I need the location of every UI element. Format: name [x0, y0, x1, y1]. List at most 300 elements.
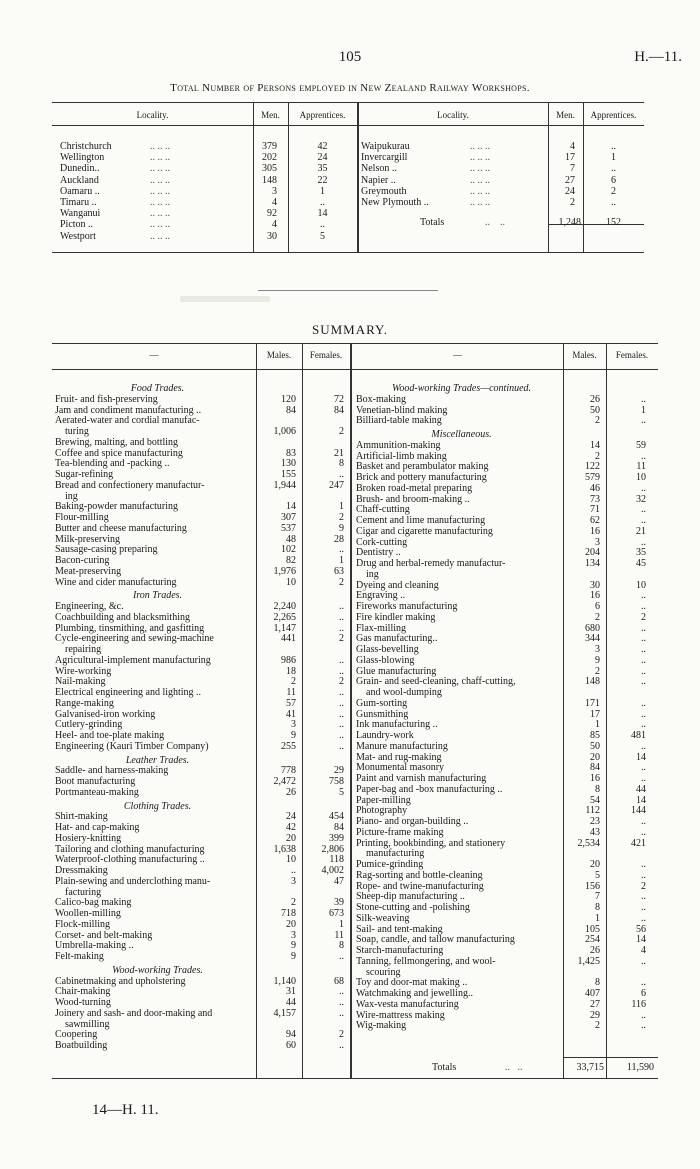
males-count: 85	[590, 730, 600, 741]
males-count: 2,240	[273, 601, 296, 612]
section-heading: Miscellaneous.	[431, 429, 492, 440]
trade-label: sawmilling	[65, 1018, 110, 1030]
males-count: 54	[590, 794, 600, 806]
dot-leader: .. .. ..	[470, 152, 490, 164]
males-count: 1	[595, 719, 600, 731]
males-count: 1,425	[577, 955, 600, 967]
females-count: 454	[329, 811, 344, 823]
summary-header-blank-right: —	[453, 350, 462, 360]
trade-label: Baking-powder manufacturing	[55, 501, 179, 513]
males-count: 23	[590, 816, 600, 827]
section-heading: Food Trades.	[130, 383, 185, 394]
males-count: 20	[286, 918, 296, 930]
page-number: 105	[338, 49, 362, 65]
males-count: 46	[590, 482, 600, 494]
trade-label: Stone-cutting and -polishing	[356, 902, 470, 913]
workshops-divider-mid	[357, 102, 359, 252]
trade-label: Piano- and organ-building ..	[356, 816, 469, 827]
males-count: 44	[286, 997, 296, 1008]
females-count: ..	[339, 544, 344, 556]
trade-label: Wax-vesta manufacturing	[356, 998, 459, 1010]
trade-label: Electrical engineering and lighting ..	[55, 687, 202, 698]
males-count: 2	[595, 415, 600, 427]
workshops-totals-label: Totals	[420, 217, 445, 228]
males-count: 84	[286, 404, 296, 416]
males-count: 50	[590, 404, 600, 416]
trade-label: Milk-preserving	[55, 533, 120, 545]
trade-label: Aerated-water and cordial manufac-	[55, 415, 200, 427]
section-heading: Iron Trades.	[132, 590, 183, 602]
females-count: 2	[339, 1029, 344, 1041]
males-count: 1,976	[273, 565, 296, 577]
trade-label: Basket and perambulator making	[356, 461, 489, 473]
females-count: 11	[334, 929, 344, 941]
trade-label: Rag-sorting and bottle-cleaning	[356, 869, 483, 881]
workshop-apprentices: ..	[611, 163, 616, 175]
males-count: 130	[281, 458, 296, 470]
trade-label: Calico-bag making	[55, 897, 132, 909]
males-count: 3	[291, 929, 296, 941]
trade-label: ing	[366, 568, 379, 580]
document-reference: H.—11.	[634, 49, 682, 65]
females-count: ..	[641, 536, 646, 548]
workshops-header-men-right: Men.	[556, 110, 575, 120]
trade-label: Glue manufacturing	[356, 665, 437, 677]
females-count: ..	[641, 515, 646, 526]
males-count: 8	[595, 977, 600, 989]
workshop-men: 27	[565, 174, 575, 186]
males-count: 254	[585, 934, 600, 946]
summary-header-blank-left: —	[149, 350, 159, 360]
trade-label: Flock-milling	[55, 918, 110, 930]
females-count: 29	[334, 765, 344, 777]
females-count: ..	[339, 687, 344, 698]
males-count: 48	[286, 533, 296, 545]
trade-label: ing	[65, 490, 78, 502]
workshop-men: 3	[272, 185, 277, 197]
males-count: 6	[595, 601, 600, 612]
dot-leader: .. .. ..	[150, 197, 170, 208]
males-count: 1,140	[273, 975, 296, 987]
males-count: 2,534	[577, 837, 600, 849]
males-count: 24	[286, 811, 296, 823]
trade-label: Tanning, fellmongering, and wool-	[356, 955, 496, 967]
females-count: 14	[636, 934, 646, 946]
males-count: 9	[291, 940, 296, 952]
males-count: 10	[286, 576, 296, 588]
females-count: ..	[641, 482, 646, 494]
totals-leader: .. ..	[485, 217, 505, 228]
summary-header-males-left: Males.	[266, 350, 292, 360]
females-count: 11	[636, 461, 646, 473]
males-count: 50	[590, 740, 600, 752]
males-count: 8	[595, 902, 600, 913]
females-count: 1	[339, 501, 344, 513]
trade-label: Printing, bookbinding, and stationery	[356, 837, 506, 849]
section-heading: Wood-working Trades—continued.	[391, 383, 532, 394]
workshops-header-locality-left: Locality.	[136, 110, 169, 120]
workshop-apprentices: ..	[320, 197, 325, 208]
workshop-men: 30	[267, 230, 277, 242]
females-count: 56	[636, 923, 646, 935]
males-count: 105	[585, 923, 600, 935]
workshop-apprentices: 1	[611, 152, 616, 164]
males-count: 62	[590, 515, 600, 526]
females-count: ..	[339, 730, 344, 741]
females-count: ..	[641, 816, 646, 827]
trade-label: Chaff-cutting	[356, 504, 410, 516]
summary-header-females-right: Females.	[615, 350, 649, 360]
males-count: 26	[590, 945, 600, 956]
males-count: 31	[286, 986, 296, 998]
females-count: ..	[641, 633, 646, 645]
workshop-apprentices: 1	[320, 185, 325, 197]
males-count: 3	[291, 719, 296, 731]
females-count: 63	[334, 565, 344, 577]
dot-leader: .. .. ..	[150, 219, 170, 231]
females-count: ..	[641, 654, 646, 666]
males-count: 29	[590, 1009, 600, 1021]
workshops-header-men-left: Men.	[261, 110, 280, 120]
trade-label: and wool-dumping	[366, 687, 442, 698]
trade-label: Cabinetmaking and upholstering	[55, 975, 186, 987]
trade-label: Flour-milling	[55, 512, 109, 523]
workshops-header-locality-right: Locality.	[437, 110, 469, 120]
males-count: 171	[585, 697, 600, 709]
trade-label: Watchmaking and jewelling..	[356, 988, 473, 999]
trade-label: Box-making	[356, 393, 406, 405]
males-count: 16	[590, 773, 600, 784]
females-count: 399	[329, 832, 344, 844]
trade-label: Shirt-making	[55, 811, 108, 823]
males-count: 2	[291, 897, 296, 909]
trade-label: Tea-blending and -packing ..	[55, 458, 170, 470]
summary-top-rule	[52, 343, 658, 344]
workshop-men: 24	[565, 185, 575, 197]
workshops-header-apprentices-left: Apprentices.	[299, 110, 346, 120]
males-count: 4,157	[273, 1007, 296, 1019]
dot-leader: .. .. ..	[150, 152, 170, 164]
workshop-locality: Napier ..	[361, 174, 396, 186]
males-count: 134	[585, 558, 600, 569]
females-count: 84	[334, 822, 344, 833]
females-count: ..	[641, 955, 646, 967]
workshop-apprentices: 35	[317, 163, 328, 175]
trade-label: Felt-making	[55, 951, 104, 962]
workshop-men: 4	[570, 141, 575, 152]
workshop-apprentices: 24	[317, 152, 328, 164]
males-count: 441	[281, 633, 296, 645]
females-count: 8	[339, 458, 344, 470]
workshop-locality: New Plymouth ..	[361, 197, 429, 208]
females-count: 9	[339, 522, 344, 534]
males-count: 14	[590, 439, 600, 451]
males-count: 17	[590, 708, 600, 720]
males-count: 83	[286, 447, 296, 459]
males-count: 120	[281, 393, 296, 405]
footer-signature: 14—H. 11.	[92, 1102, 159, 1118]
trade-label: Paint and varnish manufacturing	[356, 773, 487, 784]
summary-bottom-rule	[52, 1078, 658, 1079]
workshop-men: 17	[565, 152, 575, 164]
dot-leader: .. .. ..	[470, 185, 490, 197]
females-count: 1	[339, 918, 344, 930]
males-count: 2	[595, 1020, 600, 1032]
females-count: ..	[641, 762, 646, 774]
females-count: 2	[339, 426, 344, 437]
males-count: 94	[286, 1029, 296, 1041]
males-count: 156	[585, 880, 600, 892]
section-heading: Leather Trades.	[125, 754, 190, 766]
workshop-men: 148	[262, 174, 277, 186]
females-count: ..	[641, 590, 646, 602]
males-count: 3	[291, 875, 296, 887]
workshop-locality: Invercargill	[361, 152, 408, 164]
trade-label: Chair-making	[55, 986, 111, 998]
workshop-locality: Nelson ..	[361, 163, 397, 175]
trade-label: Hat- and cap-making	[55, 822, 140, 833]
trade-label: Corset- and belt-making	[55, 929, 153, 941]
trade-label: Billiard-table making	[356, 415, 442, 427]
females-count: 2	[641, 880, 646, 892]
males-count: 1,944	[273, 479, 296, 491]
females-count: ..	[339, 719, 344, 731]
workshop-locality: Westport	[60, 230, 96, 242]
males-count: 16	[590, 525, 600, 537]
males-count: 3	[595, 536, 600, 548]
females-count: 68	[334, 975, 344, 987]
trade-label: Drug and herbal-remedy manufactur-	[356, 558, 506, 569]
trade-label: Sail- and tent-making	[356, 923, 443, 935]
trade-label: Gas manufacturing..	[356, 633, 438, 645]
trade-label: Soap, candle, and tallow manufacturing	[356, 934, 515, 946]
workshops-top-rule	[52, 102, 644, 103]
females-count: 32	[636, 493, 646, 505]
females-count: 1	[339, 555, 344, 566]
trade-label: Cork-cutting	[356, 536, 408, 548]
males-count: 537	[281, 522, 296, 534]
females-count: ..	[339, 708, 344, 720]
workshop-apprentices: 42	[317, 141, 328, 152]
males-count: 16	[590, 590, 600, 602]
summary-totals-females: 11,590	[626, 1062, 654, 1073]
females-count: ..	[641, 393, 646, 405]
trade-label: Woollen-milling	[55, 908, 121, 919]
females-count: ..	[339, 665, 344, 677]
females-count: 421	[631, 837, 646, 849]
females-count: ..	[339, 622, 344, 634]
workshop-locality: Wanganui	[60, 208, 101, 220]
females-count: ..	[641, 1009, 646, 1021]
trade-label: Mat- and rug-making	[356, 751, 442, 763]
summary-totals-males: 33,715	[576, 1062, 604, 1073]
females-count: 144	[631, 805, 646, 817]
males-count: 344	[585, 633, 600, 645]
trade-label: Dyeing and cleaning	[356, 579, 439, 591]
trade-label: Fireworks manufacturing	[356, 601, 458, 612]
trade-label: Wire-mattress making	[356, 1009, 445, 1021]
males-count: 20	[286, 832, 296, 844]
workshop-locality: Timaru ..	[60, 197, 97, 208]
trade-label: Silk-weaving	[356, 912, 410, 924]
trade-label: Wire-working	[55, 665, 112, 677]
females-count: ..	[641, 719, 646, 731]
females-count: ..	[641, 622, 646, 634]
females-count: 247	[329, 479, 344, 491]
dot-leader: .. .. ..	[470, 163, 490, 175]
summary-totals-rule	[563, 1057, 658, 1058]
males-count: 41	[286, 708, 296, 720]
females-count: 84	[334, 404, 344, 416]
workshop-locality: Greymouth	[361, 185, 407, 197]
females-count: 4	[641, 945, 646, 956]
trade-label: Flax-milling	[356, 622, 406, 634]
females-count: 2	[339, 512, 344, 523]
workshop-locality: Waipukurau	[361, 141, 410, 152]
trade-label: Coffee and spice manufacturing	[55, 447, 183, 459]
males-count: 5	[595, 869, 600, 881]
trade-label: Cutlery-grinding	[55, 719, 123, 731]
workshop-men: 4	[272, 197, 277, 208]
dot-leader: .. .. ..	[470, 197, 490, 208]
males-count: 10	[286, 854, 296, 866]
trade-label: Paper-bag and -box manufacturing ..	[356, 783, 503, 795]
males-count: 84	[590, 762, 600, 774]
dot-leader: .. .. ..	[150, 174, 170, 186]
workshops-totals-men: 1,248	[558, 217, 581, 228]
females-count: ..	[641, 773, 646, 784]
trade-label: Boot manufacturing	[55, 776, 136, 787]
workshop-apprentices: ..	[611, 197, 616, 208]
dot-leader: .. .. ..	[150, 163, 170, 175]
females-count: ..	[641, 912, 646, 924]
females-count: ..	[339, 697, 344, 709]
trade-label: Meat-preserving	[55, 565, 122, 577]
females-count: 1	[641, 404, 646, 416]
females-count: ..	[641, 708, 646, 720]
females-count: 481	[631, 730, 646, 741]
females-count: ..	[339, 1007, 344, 1019]
females-count: 21	[636, 525, 646, 537]
trade-label: Broken road-metal preparing	[356, 482, 473, 494]
females-count: 44	[636, 783, 646, 795]
trade-label: Portmanteau-making	[55, 786, 139, 798]
trade-label: Engineering (Kauri Timber Company)	[55, 740, 209, 752]
trade-label: Laundry-work	[356, 730, 414, 741]
males-count: 3	[595, 644, 600, 655]
workshop-apprentices: 6	[611, 174, 616, 186]
trade-label: Range-making	[55, 697, 114, 709]
workshop-locality: Picton ..	[60, 219, 94, 231]
males-count: 11	[286, 687, 296, 698]
trade-label: Tailoring and clothing manufacturing	[55, 843, 205, 855]
trade-label: Cement and lime manufacturing	[356, 515, 486, 526]
females-count: ..	[641, 902, 646, 913]
trade-label: Saddle- and harness-making	[55, 765, 169, 777]
females-count: ..	[339, 740, 344, 752]
males-count: 42	[286, 822, 296, 833]
females-count: 6	[641, 988, 646, 999]
males-count: 1,638	[273, 843, 296, 855]
females-count: ..	[339, 654, 344, 666]
females-count: ..	[339, 469, 344, 480]
section-separator	[258, 290, 438, 291]
trade-label: Starch-manufacturing	[356, 945, 444, 956]
males-count: 20	[590, 859, 600, 870]
females-count: 2	[641, 611, 646, 623]
summary-totals-leader: .. ..	[505, 1062, 523, 1073]
trade-label: Agricultural-implement manufacturing	[55, 654, 211, 666]
trade-label: Cigar and cigarette manufacturing	[356, 525, 493, 537]
males-count: 2	[595, 665, 600, 677]
trade-label: Fruit- and fish-preserving	[55, 393, 158, 405]
trade-label: Wig-making	[356, 1020, 407, 1032]
workshops-bottom-rule	[52, 252, 644, 253]
males-count: 2	[595, 450, 600, 462]
females-count: ..	[641, 644, 646, 655]
workshops-header-rule	[52, 125, 644, 126]
trade-label: Ink manufacturing ..	[356, 719, 438, 731]
workshop-apprentices: ..	[320, 219, 325, 231]
males-count: 57	[286, 697, 296, 709]
trade-label: Coachbuilding and blacksmithing	[55, 611, 190, 623]
section-heading: Wood-working Trades.	[112, 964, 203, 976]
dot-leader: .. .. ..	[150, 230, 170, 242]
males-count: 73	[590, 493, 600, 505]
males-count: 155	[281, 469, 296, 480]
workshop-apprentices: ..	[611, 141, 616, 152]
dot-leader: .. .. ..	[150, 208, 170, 220]
trade-label: Butter and cheese manufacturing	[55, 522, 187, 534]
trade-label: Fire kindler making	[356, 611, 436, 623]
trade-label: Gunsmithing	[356, 708, 409, 720]
females-count: 2	[339, 576, 344, 588]
paper-smudge	[180, 296, 270, 302]
females-count: ..	[339, 986, 344, 998]
summary-title: SUMMARY.	[311, 322, 389, 337]
males-count: 2,472	[273, 776, 296, 787]
females-count: 72	[334, 393, 344, 405]
trade-label: Toy and door-mat making ..	[356, 977, 468, 989]
males-count: 18	[286, 665, 296, 677]
workshop-locality: Oamaru ..	[60, 185, 100, 197]
trade-label: Manure manufacturing	[356, 740, 448, 752]
trade-label: Umbrella-making ..	[55, 940, 134, 952]
males-count: 2	[291, 676, 296, 688]
females-count: ..	[641, 697, 646, 709]
trade-label: Rope- and twine-manufacturing	[356, 880, 484, 892]
trade-label: Pumice-grinding	[356, 859, 424, 870]
males-count: 122	[585, 461, 600, 473]
males-count: 9	[291, 730, 296, 741]
males-count: 718	[281, 908, 296, 919]
females-count: 2	[339, 676, 344, 688]
trade-label: Joinery and sash- and door-making and	[55, 1007, 213, 1019]
males-count: 1,006	[273, 426, 296, 437]
trade-label: Engineering, &c.	[55, 601, 124, 612]
females-count: ..	[641, 504, 646, 516]
workshop-men: 2	[570, 197, 575, 208]
summary-header-males-right: Males.	[572, 350, 597, 360]
trade-label: Wood-turning	[55, 997, 111, 1008]
trade-label: Gum-sorting	[356, 697, 408, 709]
workshops-table-title: Total Number of Persons employed in New Zealand Railway Workshops.	[170, 82, 530, 94]
trade-label: Paper-milling	[356, 794, 411, 806]
trade-label: Nail-making	[55, 676, 106, 688]
trade-label: Glass-blowing	[356, 654, 415, 666]
dot-leader: .. .. ..	[150, 141, 170, 152]
females-count: 28	[334, 533, 344, 545]
